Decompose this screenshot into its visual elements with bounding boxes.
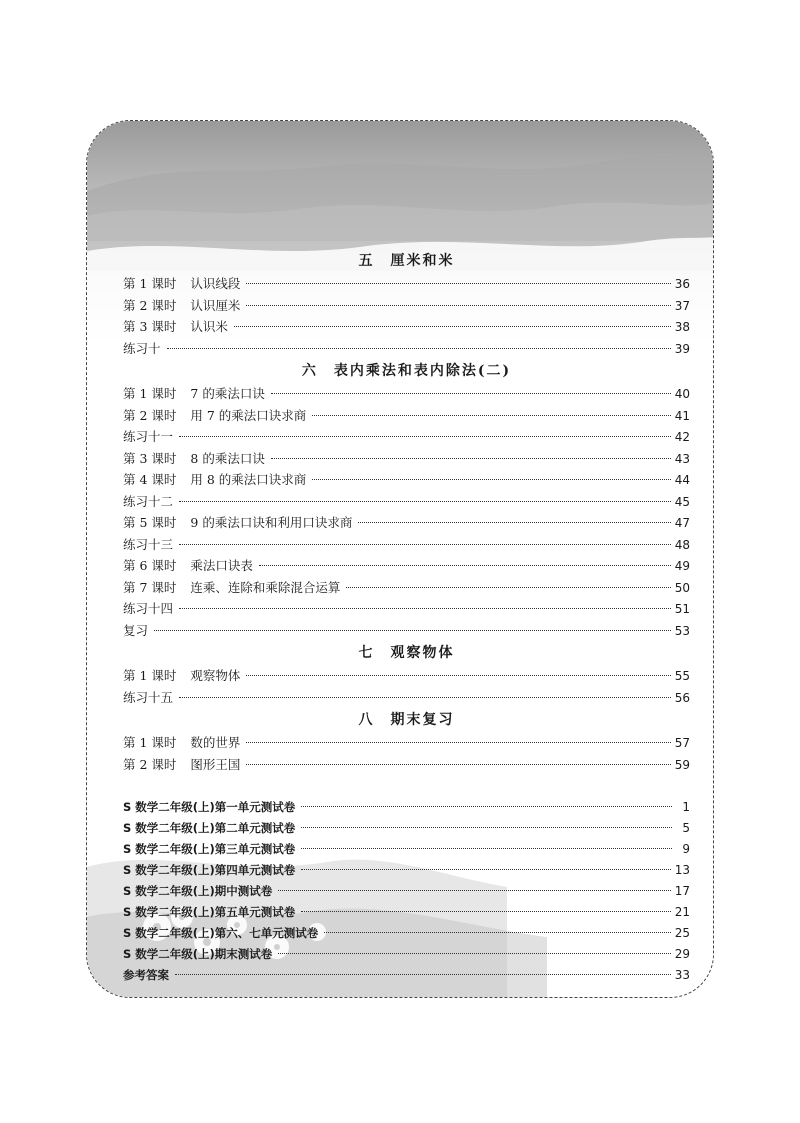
entry-page-number: 57 [674,736,690,750]
entry-lesson: 第 7 课时 [123,579,177,595]
test-title: S 数学二年级(上)第一单元测试卷 [123,800,296,814]
test-page-number: 5 [682,821,690,835]
toc-entry[interactable] [123,448,690,470]
entry-page-number: 45 [674,494,690,509]
dot-leader [179,501,671,502]
entry-topic: 9 的乘法口诀和利用口诀求商 [190,515,353,530]
entry-topic: 图形王国 [190,756,241,772]
toc-entry[interactable] [123,469,690,491]
dot-leader [179,697,671,698]
dot-leader [246,283,670,284]
entry-topic: 认识米 [190,319,228,334]
entry-topic: 用 7 的乘法口诀求商 [190,407,307,423]
dot-leader [301,911,670,912]
dot-leader [246,742,670,743]
entry-lesson: 第 5 课时 [123,515,177,530]
dot-leader [271,393,671,394]
entry-page-number: 38 [674,320,690,334]
test-page-number: 21 [674,905,690,919]
dot-leader [278,953,670,954]
entry-lesson: 复习 [123,622,149,638]
test-page-number: 9 [682,842,690,856]
toc-entry[interactable] [123,405,690,427]
dot-leader [234,326,671,327]
test-title: 参考答案 [123,968,169,982]
dot-leader [154,630,671,631]
entry-topic: 8 的乘法口诀 [190,450,265,466]
entry-topic: 7 的乘法口诀 [190,386,265,401]
test-title: S 数学二年级(上)期末测试卷 [123,947,273,961]
entry-page-number: 41 [674,408,690,423]
entry-page-number: 59 [674,757,690,772]
entry-page-number: 50 [674,580,690,595]
toc-entry[interactable] [123,383,690,405]
toc-entry[interactable] [123,577,690,599]
toc-entry[interactable] [123,512,690,534]
entry-lesson: 第 2 课时 [123,407,177,423]
test-entry[interactable] [123,923,690,944]
toc-entry[interactable] [123,316,690,338]
dot-leader [346,587,670,588]
toc-entry[interactable] [123,338,690,360]
entry-lesson: 第 3 课时 [123,450,177,466]
test-entry[interactable] [123,818,690,839]
dot-leader [358,522,670,523]
entry-lesson: 第 2 课时 [123,756,177,772]
test-title: S 数学二年级(上)第六、七单元测试卷 [123,926,319,940]
dot-leader [259,565,671,566]
entry-topic: 乘法口诀表 [190,558,253,573]
dot-leader [301,869,670,870]
dot-leader [301,827,672,828]
toc-entry[interactable] [123,273,690,295]
test-entry[interactable] [123,965,690,986]
toc-entry[interactable] [123,598,690,620]
dot-leader [179,544,671,545]
dot-leader [167,348,671,349]
entry-topic: 用 8 的乘法口诀求商 [190,472,307,487]
tests-list [123,797,690,986]
entry-page-number: 44 [674,473,690,487]
test-page-number: 33 [674,968,690,982]
entry-topic: 观察物体 [190,668,241,683]
entry-page-number: 40 [674,387,690,401]
toc-entry[interactable] [123,687,690,709]
entry-page-number: 53 [674,623,690,638]
test-entry[interactable] [123,944,690,965]
dot-leader [175,974,671,975]
toc-entry[interactable] [123,754,690,776]
dot-leader [246,764,670,765]
entry-page-number: 56 [674,690,690,705]
toc-entry[interactable] [123,555,690,577]
entry-page-number: 37 [674,298,690,313]
entry-topic: 认识厘米 [190,297,241,313]
toc-entry[interactable] [123,732,690,754]
test-page-number: 1 [682,800,690,814]
test-entry[interactable] [123,902,690,923]
entry-page-number: 42 [674,430,690,444]
dot-leader [246,675,670,676]
dot-leader [179,608,671,609]
test-page-number: 13 [674,863,690,877]
entry-page-number: 49 [674,559,690,573]
entry-lesson: 练习十 [123,340,161,356]
entry-page-number: 43 [674,451,690,466]
entry-lesson: 练习十五 [123,689,174,705]
test-title: S 数学二年级(上)第三单元测试卷 [123,842,296,856]
test-entry[interactable] [123,881,690,902]
entry-lesson: 练习十一 [123,429,174,444]
test-page-number: 17 [674,884,690,898]
entry-lesson: 第 3 课时 [123,319,177,334]
test-title: S 数学二年级(上)期中测试卷 [123,884,273,898]
toc-entry[interactable] [123,295,690,317]
entry-page-number: 39 [674,341,690,356]
test-title: S 数学二年级(上)第二单元测试卷 [123,821,296,835]
entry-page-number: 51 [674,602,690,616]
test-entry[interactable] [123,797,690,818]
unit-title: 八 期末复习 [358,712,455,728]
dot-leader [179,436,671,437]
entry-lesson: 练习十三 [123,536,174,552]
entry-topic: 数的世界 [190,735,241,750]
entry-lesson: 第 6 课时 [123,558,177,573]
entry-topic: 连乘、连除和乘除混合运算 [190,579,341,595]
entry-lesson: 第 1 课时 [123,668,177,683]
dot-leader [271,458,671,459]
entry-topic: 认识线段 [190,276,241,291]
units-list [123,249,690,775]
test-entry[interactable] [123,839,690,860]
table-of-contents [123,249,690,986]
unit-title: 六 表内乘法和表内除法(二) [301,363,512,379]
test-title: S 数学二年级(上)第五单元测试卷 [123,905,296,919]
entry-lesson: 练习十四 [123,601,174,616]
test-title: S 数学二年级(上)第四单元测试卷 [123,863,296,877]
dot-leader [301,806,672,807]
entry-lesson: 练习十二 [123,493,174,509]
dot-leader [278,890,670,891]
dot-leader [312,415,670,416]
toc-entry[interactable] [123,620,690,642]
unit-title: 七 观察物体 [358,645,455,661]
entry-page-number: 55 [674,669,690,683]
dot-leader [312,479,670,480]
entry-page-number: 47 [674,516,690,530]
test-page-number: 25 [674,926,690,940]
entry-lesson: 第 4 课时 [123,472,177,487]
dot-leader [246,305,670,306]
toc-entry[interactable] [123,491,690,513]
unit-title: 五 厘米和米 [358,253,455,269]
entry-lesson: 第 1 课时 [123,386,177,401]
entry-lesson: 第 1 课时 [123,735,177,750]
test-page-number: 29 [674,947,690,961]
toc-entry[interactable] [123,534,690,556]
dot-leader [324,932,670,933]
dot-leader [301,848,672,849]
entry-page-number: 36 [674,277,690,291]
entry-lesson: 第 1 课时 [123,276,177,291]
entry-page-number: 48 [674,537,690,552]
toc-frame [86,120,714,998]
entry-lesson: 第 2 课时 [123,297,177,313]
test-entry[interactable] [123,860,690,881]
toc-entry[interactable] [123,665,690,687]
toc-entry[interactable] [123,426,690,448]
